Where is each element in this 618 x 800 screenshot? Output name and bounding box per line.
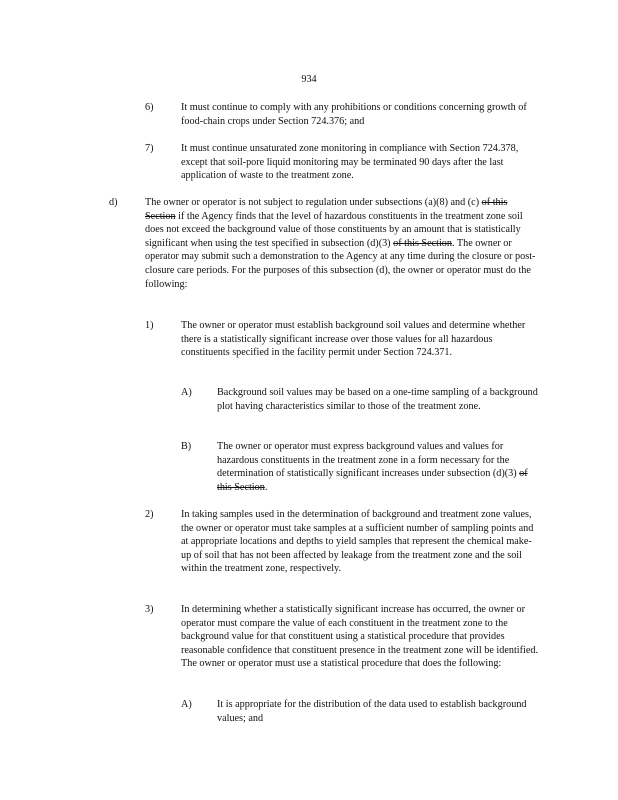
item-text [181, 142, 540, 183]
item-label: d) [109, 197, 118, 208]
item-text [217, 386, 540, 413]
text-segment: It is appropriate for the distribution of the data used to establish background values; and [217, 699, 527, 724]
text-segment: The owner or operator must express background values and values for hazardous constituents in the treatment zone in a form necessary for the determination of statistically significant increases under subsection (d)(3) [217, 441, 520, 480]
item-text [181, 603, 540, 671]
struck-text: of this Section [145, 197, 508, 222]
text-segment: The owner or operator is not subject to regulation under subsections (a)(8) and (c) [145, 197, 482, 208]
item-label: 2) [145, 509, 154, 520]
text-segment: It must continue to comply with any prohibitions or conditions concerning growth of food-chain crops under Section 724.376; and [181, 102, 527, 127]
item-text [217, 440, 540, 494]
item-d-2 [145, 508, 540, 576]
page-number: 934 [301, 74, 317, 85]
text-segment: . The owner or operator may submit such a demonstration to the Agency at any time during the closure or post-closure care periods. For the purposes of this subsection (d), the owner or operator must do the following: [145, 237, 536, 290]
item-label: 3) [145, 604, 154, 615]
item-d-1 [145, 319, 540, 360]
item-text [181, 319, 540, 360]
text-segment: In determining whether a statistically significant increase has occurred, the owner or operator must compare the value of each constituent in the treatment zone to the background value for that constituent using a statistical procedure that provides reasonable confidence that constituent presence in the treatment zone will be identified. The owner or operator must use a statistical procedure that does the following: [181, 604, 538, 670]
text-segment: The owner or operator must establish background soil values and determine whether there is a statistically significant increase over those values for all hazardous constituents specified in the facility permit under Section 724.371. [181, 320, 526, 359]
item-label: B) [181, 441, 192, 452]
item-6 [145, 101, 540, 128]
item-d-1-A [181, 386, 540, 413]
item-label: A) [181, 699, 192, 710]
item-7 [145, 142, 540, 183]
item-d [109, 196, 540, 291]
item-label: 6) [145, 102, 154, 113]
text-segment: if the Agency finds that the level of hazardous constituents in the treatment zone soil does not exceed the background value of those constituents by an amount that is statistically significant when using the test specified in subsection (d)(3) [145, 210, 523, 249]
struck-text: of this Section [393, 237, 452, 249]
item-text [217, 698, 540, 725]
text-segment: Background soil values may be based on a one-time sampling of a background plot having characteristics similar to those of the treatment zone. [217, 387, 538, 412]
item-text [181, 101, 540, 128]
text-segment: In taking samples used in the determination of background and treatment zone values, the owner or operator must take samples at a sufficient number of sampling points and at appropriate locations and depths to yield samples that represent the chemical make-up of soil that has not been affected by leakage from the treatment zone and the soil within the treatment zone, respectively. [181, 509, 534, 575]
item-d-3-A [181, 698, 540, 725]
item-label: 7) [145, 143, 154, 154]
item-text [145, 196, 540, 291]
item-label: 1) [145, 320, 154, 331]
item-text [181, 508, 540, 576]
text-segment: It must continue unsaturated zone monitoring in compliance with Section 724.378, except that soil-pore liquid monitoring may be terminated 90 days after the last application of waste to the treatment zone. [181, 143, 519, 182]
item-label: A) [181, 387, 192, 398]
item-d-3 [145, 603, 540, 671]
item-d-1-B [181, 440, 540, 494]
text-segment: . [264, 481, 268, 493]
struck-text: of this Section [217, 468, 528, 493]
